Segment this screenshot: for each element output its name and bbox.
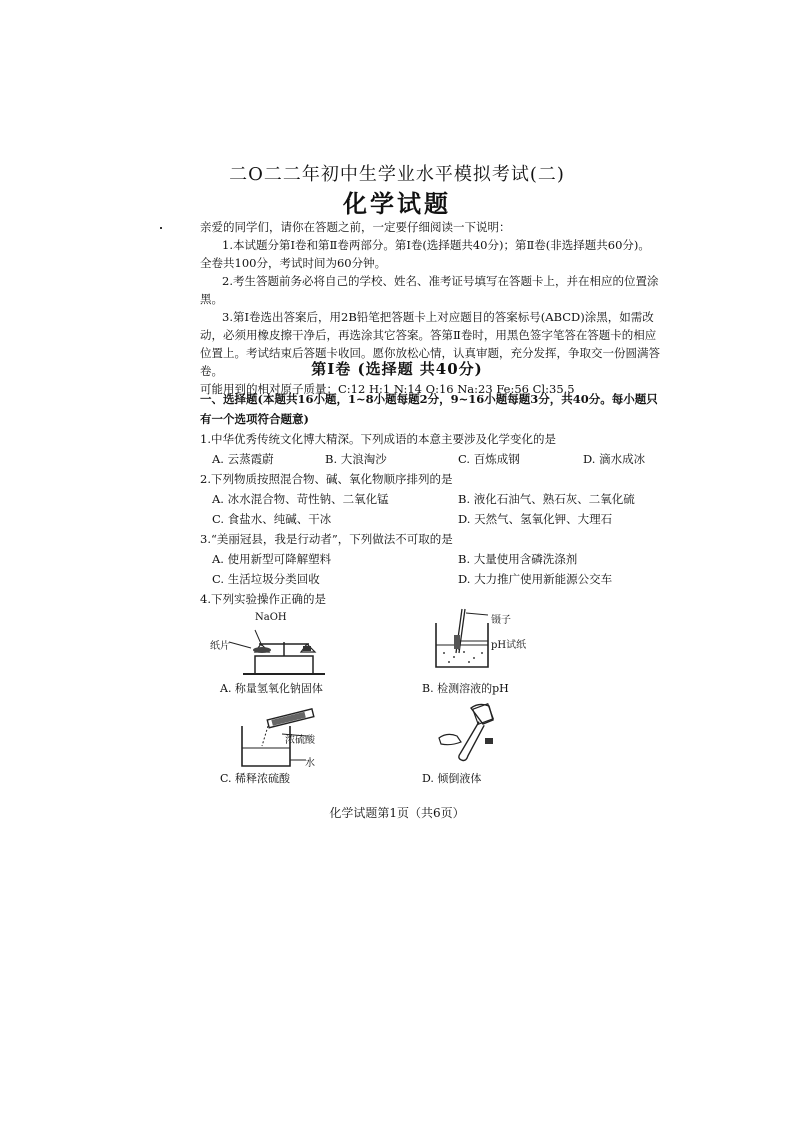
instruction-item-2: 2.考生答题前务必将自己的学校、姓名、准考证号填写在答题卡上，并在相应的位置涂黑。 <box>200 274 659 306</box>
label-ph-paper: pH试纸 <box>491 640 527 651</box>
question-2-option-b: B. 液化石油气、熟石灰、二氧化硫 <box>458 492 635 506</box>
subject-title: 化学试题 <box>343 189 451 218</box>
label-paper: 纸片 <box>210 641 230 652</box>
figure-a-caption: A. 称量氢氧化钠固体 <box>220 682 323 695</box>
question-1-option-b: B. 大浪淘沙 <box>325 452 387 466</box>
instruction-item-1: 1.本试题分第Ⅰ卷和第Ⅱ卷两部分。第Ⅰ卷(选择题共40分)；第Ⅱ卷(非选择题共60分)。全卷共100分，考试时间为60分钟。 <box>200 238 650 270</box>
page-footer: 化学试题第1页（共6页） <box>329 806 465 820</box>
question-3-option-c: C. 生活垃圾分类回收 <box>212 572 320 586</box>
label-naoh: NaOH <box>255 612 287 623</box>
question-2-option-c: C. 食盐水、纯碱、干冰 <box>212 512 332 526</box>
question-3-option-d: D. 大力推广使用新能源公交车 <box>458 572 613 586</box>
question-3-option-b: B. 大量使用含磷洗涤剂 <box>458 552 578 566</box>
question-4-stem: 4.下列实验操作正确的是 <box>200 592 326 606</box>
label-water: 水 <box>305 758 315 769</box>
question-3-option-a: A. 使用新型可降解塑料 <box>212 552 332 566</box>
question-1-option-c: C. 百炼成钢 <box>458 452 520 466</box>
section-heading: 一、选择题(本题共16小题，1~8小题每题2分，9~16小题每题3分，共40分。每小题只有一个选项符合题意) <box>200 392 658 426</box>
question-2-option-a: A. 冰水混合物、苛性钠、二氧化锰 <box>212 492 389 506</box>
scan-speck <box>160 227 162 229</box>
exam-title: 二O二二年初中生学业水平模拟考试(二) <box>229 164 565 185</box>
section-title: 第Ⅰ卷 (选择题 共40分) <box>311 360 483 378</box>
label-concentrated-acid: 浓硫酸 <box>285 735 315 746</box>
question-2-stem: 2.下列物质按照混合物、碱、氧化物顺序排列的是 <box>200 472 453 486</box>
label-tweezers: 镊子 <box>491 615 511 626</box>
instruction-item-3: 3.第Ⅰ卷选出答案后，用2B铅笔把答题卡上对应题目的答案标号(ABCD)涂黑，如需改动，必须用橡皮擦干净后，再选涂其它答案。答第Ⅱ卷时，用黑色签字笔答在答题卡的相应位置上。考试结束后答题卡收回。愿你放松心情，认真审题，充分发挥，争取交一份圆满答卷。 <box>200 310 660 378</box>
question-2-option-d: D. 天然气、氢氧化钾、大理石 <box>458 512 613 526</box>
figure-b-caption: B. 检测溶液的pH <box>422 682 509 695</box>
question-1-option-d: D. 滴水成冰 <box>583 452 646 466</box>
figure-d-caption: D. 倾倒液体 <box>422 772 482 785</box>
question-1-option-a: A. 云蒸霞蔚 <box>212 452 274 466</box>
dilution-figure <box>232 700 332 770</box>
instructions-greeting: 亲爱的同学们，请你在答题之前，一定要仔细阅读一下说明： <box>200 220 511 234</box>
atomic-mass-line: 可能用到的相对原子质量：C:12 H:1 N:14 O:16 Na:23 Fe:56 Cl:35.5 <box>200 382 575 396</box>
pouring-figure <box>435 700 515 765</box>
question-1-stem: 1.中华优秀传统文化博大精深。下列成语的本意主要涉及化学变化的是 <box>200 432 556 446</box>
question-3-stem: 3.“美丽冠县，我是行动者”，下列做法不可取的是 <box>200 532 453 546</box>
figure-c-caption: C. 稀释浓硫酸 <box>220 772 291 785</box>
